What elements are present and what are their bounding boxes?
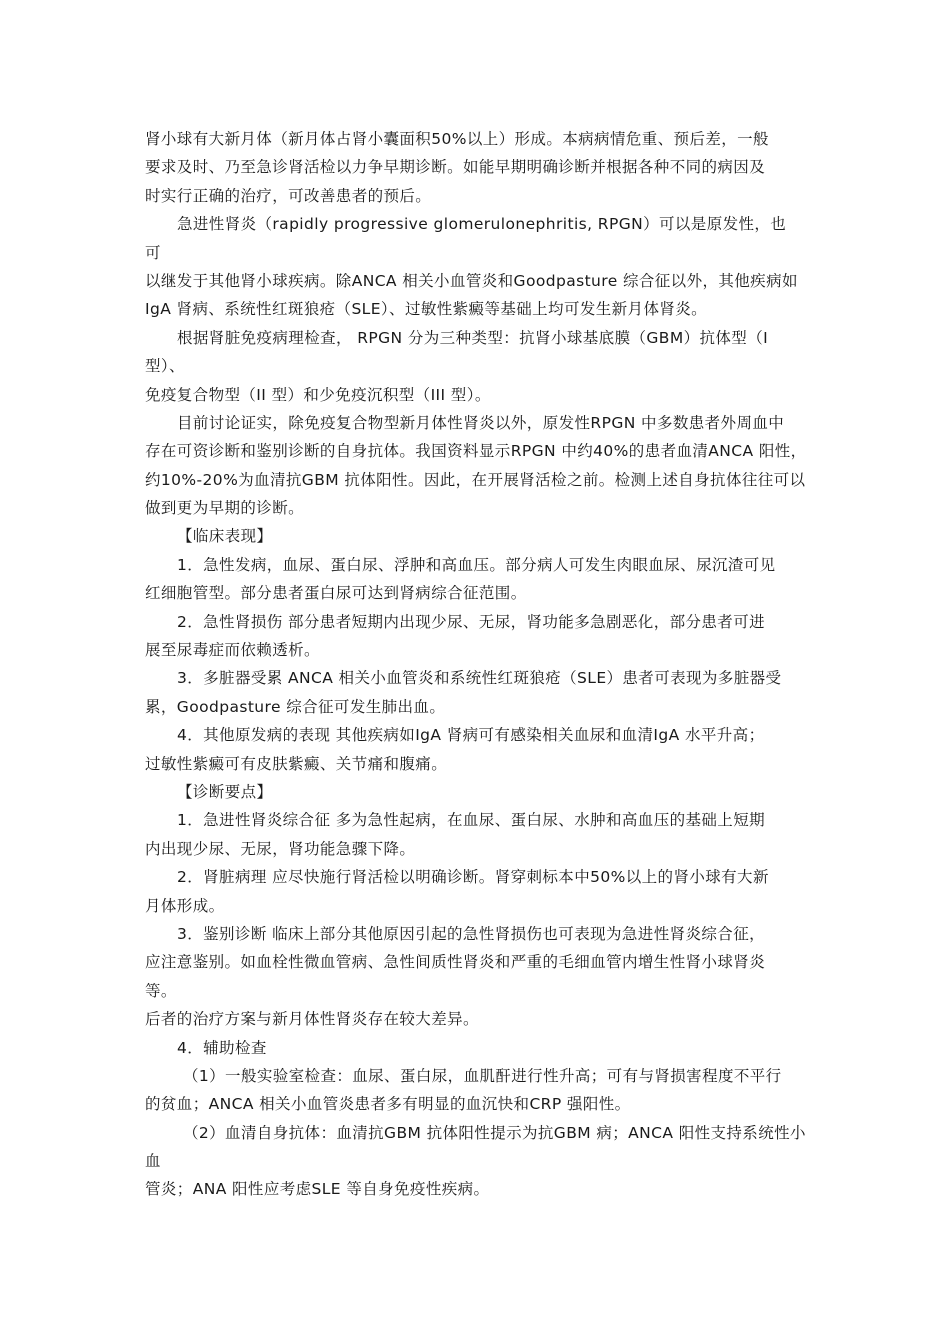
text-line: 时实行正确的治疗，可改善患者的预后。	[145, 186, 432, 205]
text-line: 1．急性发病，血尿、蛋白尿、浮肿和高血压。部分病人可发生肉眼血尿、尿沉渣可见	[177, 555, 776, 574]
text-line: 根据肾脏免疫病理检查， RPGN 分为三种类型：抗肾小球基底膜（GBM）抗体型（I	[177, 328, 769, 347]
text-line: 要求及时、乃至急诊肾活检以力争早期诊断。如能早期明确诊断并根据各种不同的病因及	[145, 158, 766, 177]
text-line: （1）一般实验室检查：血尿、蛋白尿，血肌酐进行性升高；可有与肾损害程度不平行	[183, 1066, 782, 1085]
text-line: 做到更为早期的诊断。	[145, 499, 305, 518]
text-line: 展至尿毒症而依赖透析。	[145, 641, 320, 660]
text-line: 4．其他原发病的表现 其他疾病如IgA 肾病可有感染相关血尿和血清IgA 水平升高；	[177, 726, 765, 745]
text-line: 管炎；ANA 阳性应考虑SLE 等自身免疫性疾病。	[145, 1180, 490, 1199]
text-line: 4．辅助检查	[177, 1038, 267, 1057]
text-line: 可	[145, 243, 161, 262]
text-line: 红细胞管型。部分患者蛋白尿可达到肾病综合征范围。	[145, 584, 527, 603]
text-line: 肾小球有大新月体（新月体占肾小囊面积50%以上）形成。本病病情危重、预后差，一般	[145, 130, 769, 148]
text-line: 等。	[145, 981, 177, 1000]
text-line: IgA 肾病、系统性红斑狼疮（SLE）、过敏性紫癜等基础上均可发生新月体肾炎。	[145, 300, 708, 319]
text-line: 月体形成。	[145, 896, 225, 915]
text-line: 免疫复合物型（II 型）和少免疫沉积型（III 型）。	[145, 385, 491, 404]
text-line: 后者的治疗方案与新月体性肾炎存在较大差异。	[145, 1010, 479, 1029]
text-line: 过敏性紫癜可有皮肤紫癜、关节痛和腹痛。	[145, 754, 448, 773]
text-line: 存在可资诊断和鉴别诊断的自身抗体。我国资料显示RPGN 中约40%的患者血清ANCA 阳性，	[145, 442, 807, 461]
text-line: 1．急进性肾炎综合征 多为急性起病，在血尿、蛋白尿、水肿和高血压的基础上短期	[177, 811, 765, 830]
document-body	[145, 125, 810, 1204]
text-line: 血	[145, 1152, 161, 1171]
text-line: 【临床表现】	[177, 527, 273, 546]
text-line: 2．肾脏病理 应尽快施行肾活检以明确诊断。肾穿刺标本中50%以上的肾小球有大新	[177, 868, 769, 887]
text-line: 应注意鉴别。如血栓性微血管病、急性间质性肾炎和严重的毛细血管内增生性肾小球肾炎	[145, 953, 766, 972]
text-line: 以继发于其他肾小球疾病。除ANCA 相关小血管炎和Goodpasture 综合征以外，其他疾病如	[145, 271, 798, 290]
text-line: 3．多脏器受累 ANCA 相关小血管炎和系统性红斑狼疮（SLE）患者可表现为多脏器受	[177, 669, 782, 688]
text-line: 的贫血；ANCA 相关小血管炎患者多有明显的血沉快和CRP 强阳性。	[145, 1095, 631, 1114]
text-line: 型）、	[145, 357, 185, 376]
text-line: 约10%-20%为血清抗GBM 抗体阳性。因此，在开展肾活检之前。检测上述自身抗体往往可以	[145, 470, 806, 489]
text-line: 3．鉴别诊断 临床上部分其他原因引起的急性肾损伤也可表现为急进性肾炎综合征，	[177, 924, 765, 943]
text-line: 【诊断要点】	[177, 782, 273, 801]
text-line: （2）血清自身抗体：血清抗GBM 抗体阳性提示为抗GBM 病；ANCA 阳性支持系统性小	[183, 1123, 806, 1142]
text-line: 目前讨论证实，除免疫复合物型新月体性肾炎以外，原发性RPGN 中多数患者外周血中	[177, 413, 785, 432]
text-line: 内出现少尿、无尿，肾功能急骤下降。	[145, 839, 416, 858]
text-line: 急进性肾炎（rapidly progressive glomerulonephritis, RPGN）可以是原发性，也	[177, 215, 787, 234]
text-line: 累，Goodpasture 综合征可发生肺出血。	[145, 697, 446, 716]
text-line: 2．急性肾损伤 部分患者短期内出现少尿、无尿，肾功能多急剧恶化，部分患者可进	[177, 612, 765, 631]
